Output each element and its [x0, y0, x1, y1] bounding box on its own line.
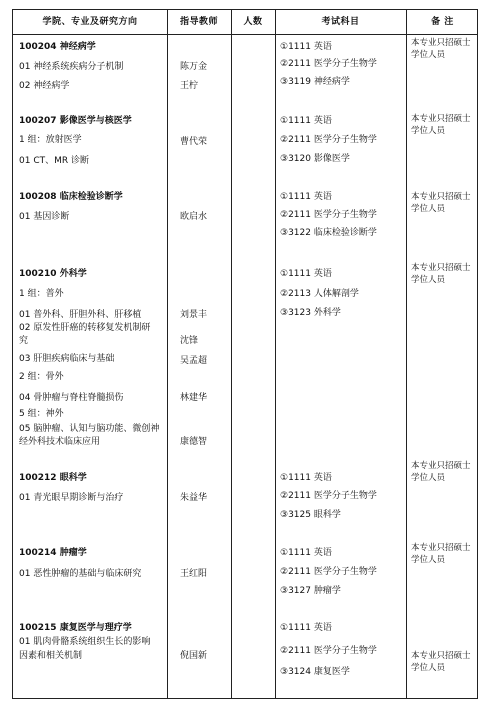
advisor-name: 刘景丰	[180, 310, 208, 320]
group-label: 5 组：神外	[19, 409, 64, 419]
advisor-name: 曹代荣	[180, 137, 208, 147]
major-code: 100204 神经病学	[19, 42, 96, 52]
exam-subject: ②2113 人体解剖学	[280, 289, 359, 299]
exam-subject: ③3124 康复医学	[280, 667, 350, 677]
research-direction: 04 骨肿瘤与脊柱脊髓损伤	[19, 393, 124, 403]
research-direction: 因素和相关机制	[19, 651, 83, 661]
exam-subject: ③3122 临床检验诊断学	[280, 228, 377, 238]
column-divider	[275, 10, 276, 698]
exam-subject: ②2111 医学分子生物学	[280, 210, 377, 220]
exam-subject: ①1111 英语	[280, 42, 332, 52]
exam-subject: ②2111 医学分子生物学	[280, 135, 377, 145]
exam-subject: ②2111 医学分子生物学	[280, 567, 377, 577]
research-direction: 01 肌肉骨骼系统组织生长的影响	[19, 637, 151, 647]
exam-subject: ③3127 肿瘤学	[280, 586, 341, 596]
header-major: 学院、专业及研究方向	[42, 17, 138, 27]
research-direction: 01 青光眼早期诊断与治疗	[19, 493, 124, 503]
research-direction: 02 神经病学	[19, 81, 70, 91]
advisor-name: 王柠	[180, 81, 199, 91]
remark: 本专业只招硕士学位人员	[411, 114, 471, 136]
research-direction: 01 普外科、肝胆外科、肝移植	[19, 310, 142, 320]
header-count: 人数	[243, 17, 263, 27]
advisor-name: 倪国新	[180, 651, 208, 661]
research-direction: 1 组：放射医学	[19, 135, 82, 145]
advisor-name: 朱益华	[180, 493, 208, 503]
header-advisor: 指导教师	[179, 17, 218, 27]
major-code: 100210 外科学	[19, 269, 87, 279]
research-direction: 01 CT、MR 诊断	[19, 156, 89, 166]
research-direction: 01 恶性肿瘤的基础与临床研究	[19, 569, 142, 579]
exam-subject: ③3120 影像医学	[280, 154, 350, 164]
remark: 本专业只招硕士学位人员	[411, 543, 471, 565]
header-divider	[13, 34, 477, 35]
exam-subject: ③3119 神经病学	[280, 77, 350, 87]
exam-subject: ①1111 英语	[280, 192, 332, 202]
header-exam: 考试科目	[321, 17, 360, 27]
exam-subject: ①1111 英语	[280, 269, 332, 279]
research-direction: 01 基因诊断	[19, 212, 70, 222]
advisor-name: 陈万金	[180, 62, 208, 72]
exam-subject: ③3125 眼科学	[280, 510, 341, 520]
remark: 本专业只招硕士学位人员	[411, 263, 471, 285]
research-direction: 01 神经系统疾病分子机制	[19, 62, 124, 72]
exam-subject: ①1111 英语	[280, 548, 332, 558]
group-label: 1 组：普外	[19, 289, 64, 299]
exam-subject: ①1111 英语	[280, 623, 332, 633]
advisor-name: 王红阳	[180, 569, 208, 579]
column-divider	[167, 10, 168, 698]
major-code: 100207 影像医学与核医学	[19, 116, 132, 126]
remark: 本专业只招硕士学位人员	[411, 38, 471, 60]
advisor-name: 欧启水	[180, 212, 208, 222]
group-label: 2 组：骨外	[19, 372, 64, 382]
research-direction: 03 肝胆疾病临床与基础	[19, 354, 115, 364]
remark: 本专业只招硕士学位人员	[411, 192, 471, 214]
advisor-name: 沈锋	[180, 336, 199, 346]
column-divider	[406, 10, 407, 698]
header-note: 备 注	[431, 17, 454, 27]
exam-subject: ②2111 医学分子生物学	[280, 491, 377, 501]
remark: 本专业只招硕士学位人员	[411, 461, 471, 483]
column-divider	[231, 10, 232, 698]
admissions-table	[12, 9, 478, 699]
exam-subject: ③3123 外科学	[280, 308, 341, 318]
remark: 本专业只招硕士学位人员	[411, 651, 471, 673]
research-direction: 究	[19, 336, 29, 346]
major-code: 100208 临床检验诊断学	[19, 192, 123, 202]
exam-subject: ①1111 英语	[280, 116, 332, 126]
research-direction: 经外科技术临床应用	[19, 437, 101, 447]
research-direction: 02 原发性肝癌的转移复发机制研	[19, 323, 151, 333]
advisor-name: 康德智	[180, 437, 208, 447]
advisor-name: 林建华	[180, 393, 208, 403]
major-code: 100215 康复医学与理疗学	[19, 623, 132, 633]
major-code: 100212 眼科学	[19, 473, 87, 483]
exam-subject: ②2111 医学分子生物学	[280, 59, 377, 69]
major-code: 100214 肿瘤学	[19, 548, 87, 558]
research-direction: 05 脑肿瘤、认知与脑功能、微创神	[19, 424, 160, 434]
advisor-name: 吴孟超	[180, 356, 208, 366]
exam-subject: ②2111 医学分子生物学	[280, 646, 377, 656]
exam-subject: ①1111 英语	[280, 473, 332, 483]
